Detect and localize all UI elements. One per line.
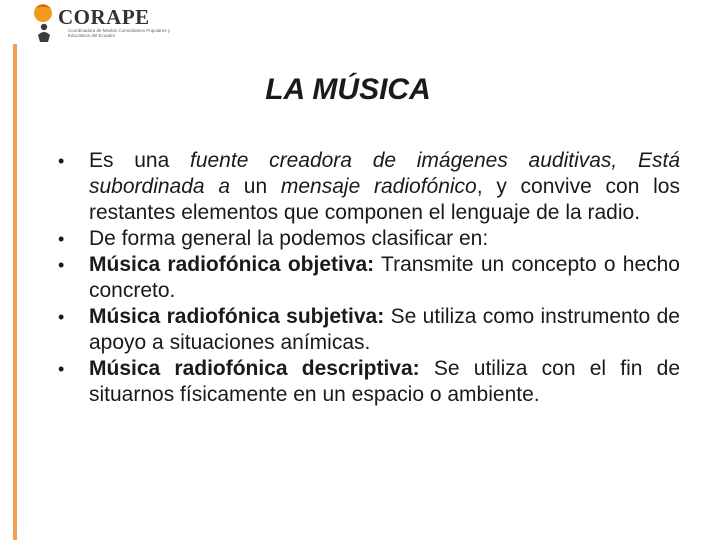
bullet-item — [56, 356, 680, 408]
slide-title: LA MÚSICA — [265, 73, 431, 106]
bullet-text: , y convive con los restantes elementos que componen el lenguaje de la radio. — [89, 175, 680, 224]
corape-logo — [30, 2, 210, 48]
bullet-item — [56, 252, 680, 304]
bullet-term: Música radiofónica objetiva: — [89, 253, 375, 276]
bullet-term: Música radiofónica descriptiva: — [89, 357, 420, 380]
bullet-dot: • — [58, 151, 65, 171]
logo-name: CORAPE — [58, 5, 150, 29]
logo-subtitle: Coordinadora de Medios Comunitarios Populares y Educativos del Ecuador — [68, 28, 171, 38]
bullet-text: un — [243, 175, 281, 198]
bullet-dot: • — [58, 359, 65, 379]
bullet-dot: • — [58, 307, 65, 327]
slide-content — [56, 148, 680, 408]
bullet-text: Transmite un concepto o hecho concreto. — [89, 253, 680, 302]
bullet-term: Música radiofónica subjetiva: — [89, 305, 385, 328]
bullet-list — [56, 148, 680, 408]
corape-emblem-icon — [30, 2, 58, 44]
bullet-text-italic: fuente creadora de imágenes auditivas, Está subordinada a — [89, 149, 680, 198]
left-accent-bar — [13, 44, 17, 540]
bullet-item — [56, 304, 680, 356]
bullet-text: De forma general la podemos clasificar en: — [89, 227, 489, 250]
bullet-dot: • — [58, 255, 65, 275]
bullet-text-italic: mensaje radiofónico — [280, 175, 477, 198]
bullet-dot: • — [58, 229, 65, 249]
bullet-text: Es una — [89, 149, 190, 172]
bullet-text: Se utiliza como instrumento de apoyo a situaciones anímicas. — [89, 305, 680, 354]
bullet-item — [56, 148, 680, 226]
bullet-item — [56, 226, 680, 252]
bullet-text: Se utiliza con el fin de situarnos físicamente en un espacio o ambiente. — [89, 357, 680, 406]
